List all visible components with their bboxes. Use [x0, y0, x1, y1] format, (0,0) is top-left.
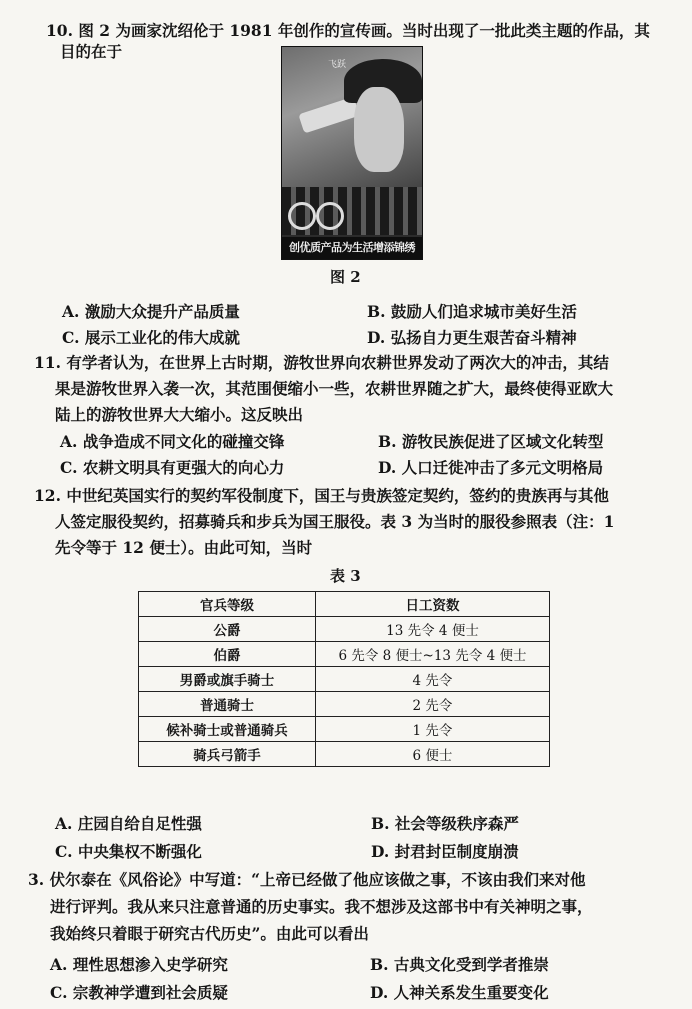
poster-bicycle-wheel: [288, 202, 316, 230]
q11-option-d[interactable]: D. 人口迁徙冲击了多元文明格局: [378, 458, 604, 477]
q10-option-a[interactable]: A. 激励大众提升产品质量: [62, 302, 240, 321]
table-header-rank: 官兵等级: [139, 592, 316, 617]
q13-stem-line2: 进行评判。我从来只注意普通的历史事实。我不想涉及这部书中有关神明之事，: [50, 897, 593, 916]
q13-option-d[interactable]: D. 人神关系发生重要变化: [370, 983, 549, 1002]
table-cell-wage: 4 先令: [316, 667, 550, 692]
q12-option-a[interactable]: A. 庄园自给自足性强: [55, 814, 202, 833]
figure-caption: 图 2: [330, 268, 361, 286]
table-cell-wage: 6 便士: [316, 742, 550, 767]
poster-worker-face: [354, 87, 404, 172]
propaganda-poster-image: [281, 46, 423, 260]
q13-stem-line1: 3. 伏尔泰在《风俗论》中写道：“上帝已经做了他应该做之事，不该由我们来对他: [28, 870, 586, 889]
table-cell-rank: 伯爵: [139, 642, 316, 667]
table-caption: 表 3: [330, 567, 361, 585]
table-cell-wage: 13 先令 4 便士: [316, 617, 550, 642]
q11-stem-line3: 陆上的游牧世界大大缩小。这反映出: [55, 405, 304, 424]
q11-option-a[interactable]: A. 战争造成不同文化的碰撞交锋: [60, 432, 285, 451]
q11-option-c[interactable]: C. 农耕文明具有更强大的向心力: [60, 458, 285, 477]
table-cell-rank: 男爵或旗手骑士: [139, 667, 316, 692]
q13-option-a[interactable]: A. 理性思想渗入史学研究: [50, 955, 228, 974]
table-row: [139, 717, 550, 742]
table-header-wage: 日工资数: [316, 592, 550, 617]
q12-stem-line1: 12. 中世纪英国实行的契约军役制度下，国王与贵族签定契约，签约的贵族再与其他: [34, 486, 609, 505]
table-cell-wage: 1 先令: [316, 717, 550, 742]
table-header-row: [139, 592, 550, 617]
q11-option-b[interactable]: B. 游牧民族促进了区域文化转型: [378, 432, 604, 451]
q10-option-c[interactable]: C. 展示工业化的伟大成就: [62, 328, 240, 347]
table-cell-rank: 公爵: [139, 617, 316, 642]
poster-bicycle-wheel: [316, 202, 344, 230]
q10-stem-line1: 10. 图 2 为画家沈绍伦于 1981 年创作的宣传画。当时出现了一批此类主题的作品，其: [46, 21, 650, 40]
table-row: [139, 667, 550, 692]
table-cell-wage: 6 先令 8 便士~13 先令 4 便士: [316, 642, 550, 667]
q10-stem-line2: 目的在于: [60, 42, 123, 61]
poster-slogan: 创优质产品为生活增添锦绣: [282, 237, 422, 259]
q12-option-b[interactable]: B. 社会等级秩序森严: [371, 814, 519, 833]
table-row: [139, 742, 550, 767]
q11-stem-line2: 果是游牧世界入袭一次，其范围便缩小一些，农耕世界随之扩大，最终使得亚欧大: [55, 379, 614, 398]
q13-option-c[interactable]: C. 宗教神学遭到社会质疑: [50, 983, 228, 1002]
q10-option-b[interactable]: B. 鼓励人们追求城市美好生活: [367, 302, 577, 321]
q12-option-c[interactable]: C. 中央集权不断强化: [55, 842, 202, 861]
poster-tag: 飞跃: [328, 60, 347, 70]
table-cell-rank: 骑兵弓箭手: [139, 742, 316, 767]
table-cell-rank: 候补骑士或普通骑兵: [139, 717, 316, 742]
table-cell-wage: 2 先令: [316, 692, 550, 717]
table-cell-rank: 普通骑士: [139, 692, 316, 717]
q12-stem-line3: 先令等于 12 便士）。由此可知，当时: [55, 538, 313, 557]
table-row: [139, 692, 550, 717]
q10-option-d[interactable]: D. 弘扬自力更生艰苦奋斗精神: [367, 328, 577, 347]
q13-option-b[interactable]: B. 古典文化受到学者推崇: [370, 955, 549, 974]
q12-option-d[interactable]: D. 封君封臣制度崩溃: [371, 842, 519, 861]
q11-stem-line1: 11. 有学者认为，在世界上古时期，游牧世界向农耕世界发动了两次大的冲击，其结: [34, 353, 609, 372]
service-pay-table: [138, 591, 550, 767]
table-row: [139, 617, 550, 642]
q12-stem-line2: 人签定服役契约，招募骑兵和步兵为国王服役。表 3 为当时的服役参照表（注：1: [55, 512, 615, 531]
q13-stem-line3: 我始终只着眼于研究古代历史”。由此可以看出: [50, 924, 369, 943]
table-row: [139, 642, 550, 667]
